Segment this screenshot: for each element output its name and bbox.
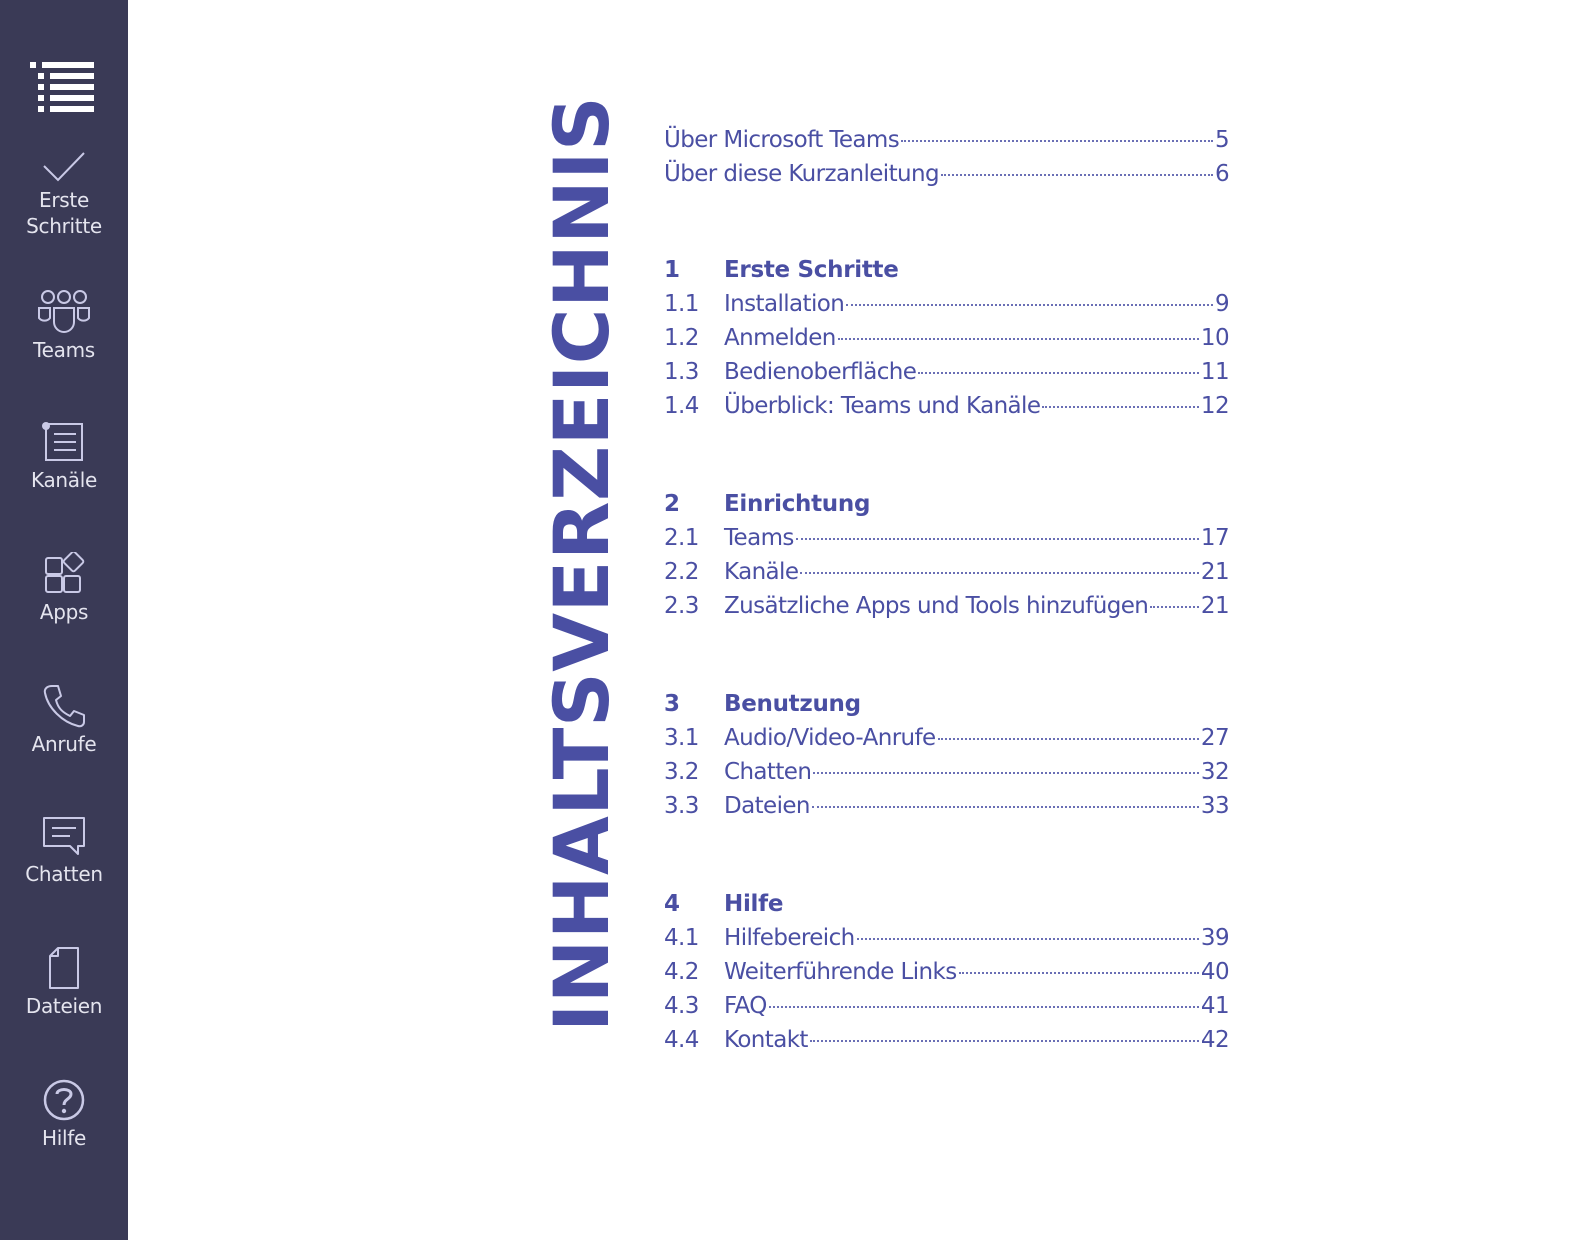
channels-icon (40, 420, 88, 464)
nav-item-apps[interactable] (0, 552, 128, 625)
chapter-heading[interactable] (664, 887, 1229, 921)
section-page: 33 (1200, 793, 1229, 819)
toc-section[interactable] (664, 955, 1229, 989)
section-page: 27 (1200, 725, 1229, 751)
section-page: 39 (1200, 925, 1229, 951)
toc-section[interactable] (664, 755, 1229, 789)
section-number: 1.4 (664, 393, 699, 419)
dot-leader (796, 538, 1199, 540)
section-page: 41 (1200, 993, 1229, 1019)
toc-entry-title: Über Microsoft Teams (664, 127, 900, 153)
section-page: 11 (1200, 359, 1229, 385)
section-page: 12 (1200, 393, 1229, 419)
nav-item-hilfe[interactable] (0, 1078, 128, 1151)
section-number: 4.3 (664, 993, 699, 1019)
nav-label-teams: Teams (33, 338, 95, 362)
toc-section[interactable] (664, 521, 1229, 555)
nav-item-teams[interactable] (0, 288, 128, 363)
check-icon (40, 150, 88, 184)
nav-item-anrufe[interactable] (0, 684, 128, 757)
section-title: Kontakt (724, 1027, 808, 1053)
toc-section[interactable] (664, 789, 1229, 823)
phone-icon (40, 684, 88, 728)
teams-icon (36, 288, 92, 334)
toc-entry[interactable] (664, 157, 1229, 191)
toc-section[interactable] (664, 355, 1229, 389)
toc-section[interactable] (664, 555, 1229, 589)
toc-section[interactable] (664, 287, 1229, 321)
section-page: 17 (1200, 525, 1229, 551)
nav-item-chatten[interactable] (0, 814, 128, 887)
section-number: 3.3 (664, 793, 699, 819)
section-title: FAQ (724, 993, 767, 1019)
chapter-heading[interactable] (664, 687, 1229, 721)
nav-label-kanaele: Kanäle (30, 468, 97, 492)
table-of-contents (664, 123, 1229, 1057)
dot-leader (810, 1040, 1199, 1042)
section-page: 32 (1200, 759, 1229, 785)
menu-list-icon[interactable] (30, 62, 96, 118)
section-title: Bedienoberfläche (724, 359, 917, 385)
chapter-number: 1 (664, 257, 680, 283)
section-page: 40 (1200, 959, 1229, 985)
chapter-number: 4 (664, 891, 680, 917)
section-number: 2.3 (664, 593, 699, 619)
dot-leader (769, 1006, 1199, 1008)
toc-section[interactable] (664, 321, 1229, 355)
section-number: 4.1 (664, 925, 699, 951)
section-title: Anmelden (724, 325, 836, 351)
section-number: 1.1 (664, 291, 699, 317)
toc-section[interactable] (664, 989, 1229, 1023)
chat-icon (40, 814, 88, 858)
section-page: 21 (1200, 559, 1229, 585)
dot-leader (813, 772, 1199, 774)
nav-label-chatten: Chatten (25, 862, 103, 886)
section-page: 42 (1200, 1027, 1229, 1053)
dot-leader (1150, 606, 1199, 608)
toc-section[interactable] (664, 389, 1229, 423)
section-title: Chatten (724, 759, 812, 785)
section-title: Zusätzliche Apps und Tools hinzufügen (724, 593, 1149, 619)
section-number: 4.4 (664, 1027, 699, 1053)
toc-entry-page: 6 (1214, 161, 1229, 187)
chapter-heading[interactable] (664, 487, 1229, 521)
chapter-title: Hilfe (724, 891, 784, 917)
nav-label-dateien: Dateien (25, 994, 103, 1018)
toc-section[interactable] (664, 589, 1229, 623)
section-number: 4.2 (664, 959, 699, 985)
section-title: Dateien (724, 793, 810, 819)
section-title: Kanäle (724, 559, 799, 585)
section-page: 9 (1214, 291, 1229, 317)
section-number: 1.2 (664, 325, 699, 351)
section-title: Überblick: Teams und Kanäle (724, 393, 1041, 419)
section-number: 3.2 (664, 759, 699, 785)
chapter-number: 2 (664, 491, 680, 517)
section-number: 3.1 (664, 725, 699, 751)
nav-label-anrufe: Anrufe (31, 732, 97, 756)
file-icon (40, 946, 88, 990)
dot-leader (918, 372, 1199, 374)
toc-section[interactable] (664, 1023, 1229, 1057)
apps-icon (40, 552, 88, 596)
nav-label-schritte: Schritte (26, 214, 102, 238)
toc-section[interactable] (664, 921, 1229, 955)
nav-item-erste-schritte[interactable] (0, 150, 128, 239)
dot-leader (901, 140, 1213, 142)
help-icon (40, 1078, 88, 1122)
chapter-title: Benutzung (724, 691, 861, 717)
section-page: 10 (1200, 325, 1229, 351)
dot-leader (800, 572, 1199, 574)
nav-label-erste: Erste (39, 188, 89, 212)
chapter-number: 3 (664, 691, 680, 717)
section-title: Hilfebereich (724, 925, 855, 951)
section-number: 1.3 (664, 359, 699, 385)
section-number: 2.2 (664, 559, 699, 585)
section-title: Audio/Video-Anrufe (724, 725, 936, 751)
nav-item-dateien[interactable] (0, 946, 128, 1019)
section-title: Installation (724, 291, 845, 317)
section-number: 2.1 (664, 525, 699, 551)
nav-label-apps: Apps (39, 600, 89, 624)
nav-item-kanaele[interactable] (0, 420, 128, 493)
dot-leader (846, 304, 1213, 306)
section-title: Teams (724, 525, 794, 551)
nav-label-hilfe: Hilfe (42, 1126, 86, 1150)
chapter-heading[interactable] (664, 253, 1229, 287)
chapter-title: Einrichtung (724, 491, 871, 517)
page-title: INHALTSVERZEICHNIS (537, 95, 626, 1032)
chapter-title: Erste Schritte (724, 257, 899, 283)
section-page: 21 (1200, 593, 1229, 619)
dot-leader (812, 806, 1199, 808)
dot-leader (941, 174, 1213, 176)
dot-leader (857, 938, 1199, 940)
dot-leader (959, 972, 1199, 974)
toc-section[interactable] (664, 721, 1229, 755)
toc-entry[interactable] (664, 123, 1229, 157)
dot-leader (938, 738, 1199, 740)
dot-leader (838, 338, 1199, 340)
section-title: Weiterführende Links (724, 959, 957, 985)
dot-leader (1042, 406, 1199, 408)
toc-entry-title: Über diese Kurzanleitung (664, 161, 939, 187)
toc-entry-page: 5 (1214, 127, 1229, 153)
sidebar (0, 0, 128, 1240)
